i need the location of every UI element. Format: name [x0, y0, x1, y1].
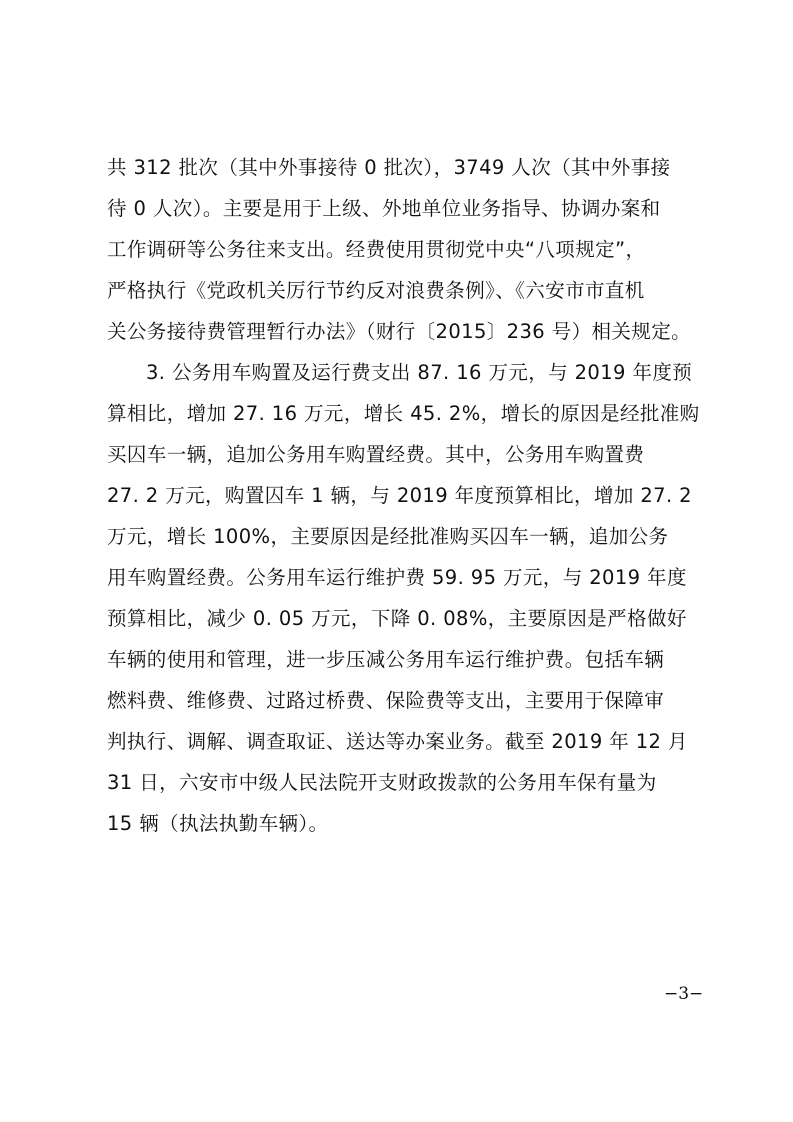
text-line: 27. 2 万元，购置囚车 1 辆，与 2019 年度预算相比，增加 27. 2	[107, 484, 692, 507]
text-line: 算相比，增加 27. 16 万元，增长 45. 2%，增长的原因是经批准购	[107, 402, 700, 425]
text-line: 车辆的使用和管理，进一步压减公务用车运行维护费。包括车辆	[107, 648, 665, 671]
text-line: 判执行、调解、调查取证、送达等办案业务。截至 2019 年 12 月	[107, 730, 688, 753]
text-line-paragraph-start: 3. 公务用车购置及运行费支出 87. 16 万元，与 2019 年度预	[146, 361, 693, 384]
text-line: 严格执行《党政机关厉行节约反对浪费条例》、《六安市市直机	[107, 279, 645, 302]
text-line: 15 辆（执法执勤车辆）。	[107, 812, 329, 835]
text-line: 关公务接待费管理暂行办法》（财行〔2015〕236 号）相关规定。	[107, 320, 691, 343]
text-line: 预算相比，减少 0. 05 万元，下降 0. 08%，主要原因是严格做好	[107, 607, 687, 630]
text-line: 用车购置经费。公务用车运行维护费 59. 95 万元，与 2019 年度	[107, 566, 687, 589]
text-line: 共 312 批次（其中外事接待 0 批次），3749 人次（其中外事接	[107, 156, 671, 179]
page-number: −3−	[664, 984, 704, 1004]
text-line: 买囚车一辆，追加公务用车购置经费。其中，公务用车购置费	[107, 443, 645, 466]
text-line: 待 0 人次）。主要是用于上级、外地单位业务指导、协调办案和	[107, 197, 661, 220]
text-line: 万元，增长 100%，主要原因是经批准购买囚车一辆，追加公务	[107, 525, 669, 548]
text-line: 燃料费、维修费、过路过桥费、保险费等支出，主要用于保障审	[107, 689, 665, 712]
text-line: 31 日，六安市中级人民法院开支财政拨款的公务用车保有量为	[107, 771, 657, 794]
text-line: 工作调研等公务往来支出。经费使用贯彻党中央“八项规定”，	[107, 238, 646, 261]
